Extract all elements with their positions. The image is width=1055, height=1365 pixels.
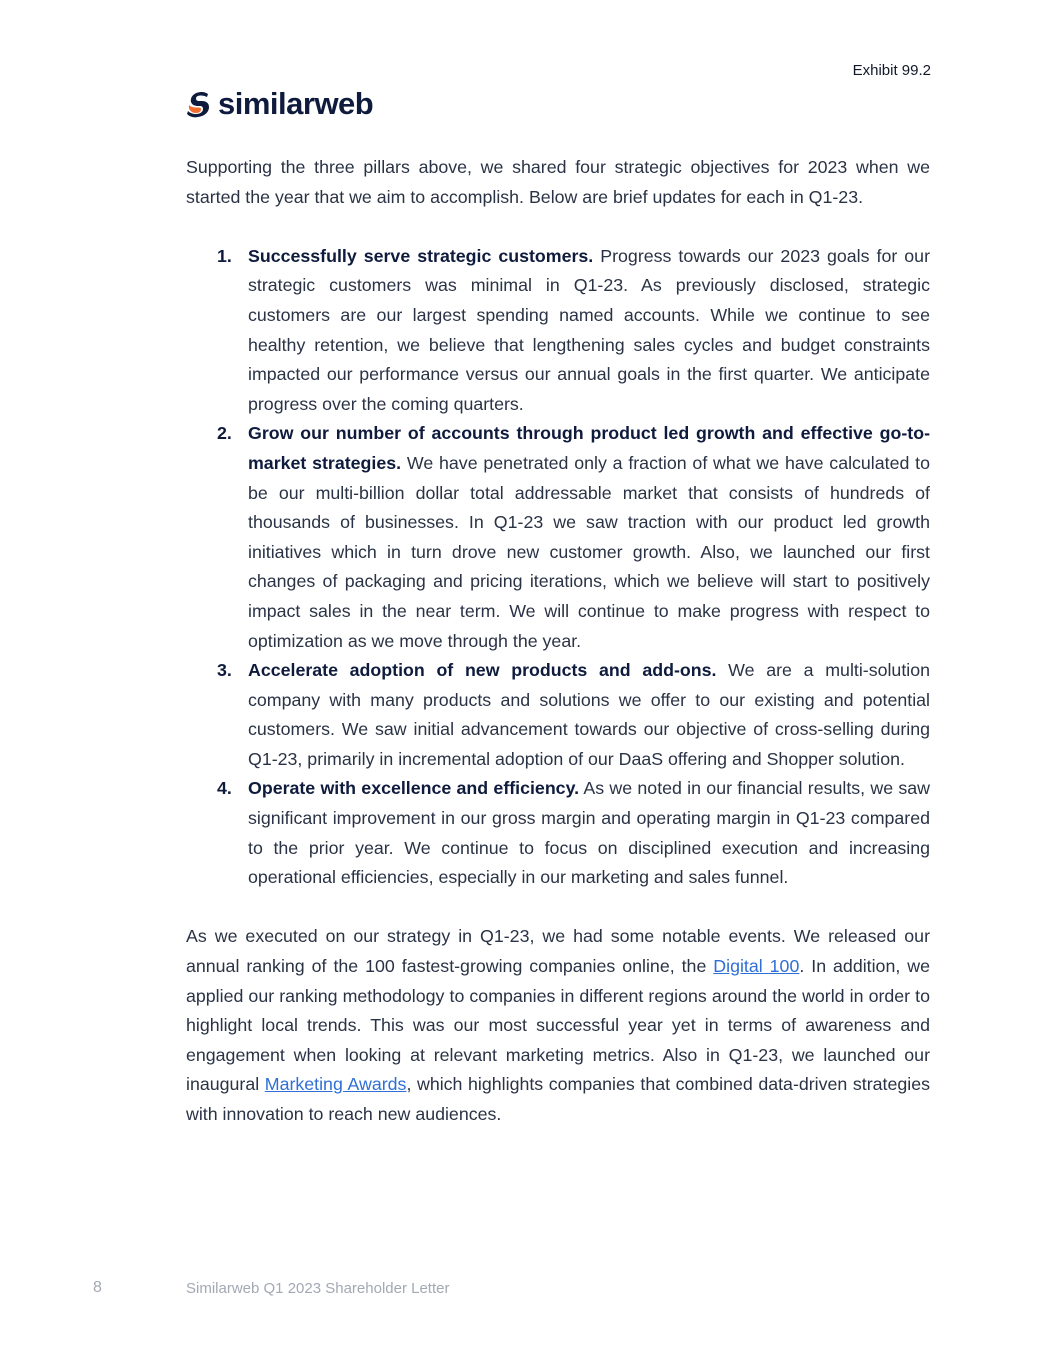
footer-doc-title: Similarweb Q1 2023 Shareholder Letter [186, 1280, 450, 1297]
objective-body: As we noted in our financial results, we saw significant improvement in our gross margin and operating margin in Q1-23 compared to the prior year. We continue to focus on disciplined execution and increasing operational efficiencies, especially in our marketing and sales funnel. [248, 778, 930, 888]
objective-number: 2. [217, 423, 232, 444]
objective-body: We are a multi-solution company with many products and solutions we offer to our existing and potential customers. We saw initial advancement towards our objective of cross-selling during Q1-23, primarily in incremental adoption of our DaaS offering and Shopper solution. [248, 660, 930, 769]
objective-lead: Accelerate adoption of new products and add-ons. [248, 660, 717, 681]
objective-number: 1. [217, 245, 232, 266]
intro-paragraph: Supporting the three pillars above, we shared four strategic objectives for 2023 when we started the year that we aim to accomplish. Below are brief updates for each in Q1-23. [186, 157, 930, 207]
page-number: 8 [93, 1279, 102, 1296]
digital-100-link[interactable]: Digital 100 [713, 956, 800, 977]
marketing-awards-link[interactable]: Marketing Awards [264, 1074, 407, 1095]
closing-text-3: , which highlights companies that combined data-driven strategies with innovation to reach new audiences. [186, 1074, 930, 1124]
letter-body [186, 153, 930, 1130]
objective-number: 3. [217, 660, 232, 681]
logo-wordmark: similarweb [218, 86, 374, 121]
objective-lead: Successfully serve strategic customers. [248, 245, 594, 266]
objective-item [217, 419, 930, 656]
objective-body: We have penetrated only a fraction of what we have calculated to be our multi-billion dollar total addressable market that consists of hundreds of thousands of businesses. In Q1-23 we saw traction with our product led growth initiatives which in turn drove new customer growth. Also, we launched our first changes of packaging and pricing iterations, which we believe will start to positively impact sales in the near term. We will continue to make progress with respect to optimization as we move through the year. [248, 452, 930, 651]
objective-item [217, 656, 930, 774]
closing-paragraph [186, 922, 930, 1129]
objective-number: 4. [217, 778, 232, 799]
objective-lead: Operate with excellence and efficiency. [248, 778, 580, 799]
objective-item [217, 242, 930, 420]
closing-text-2: . In addition, we applied our ranking methodology to companies in different regions around the world in order to highlight local trends. This was our most successful year yet in terms of awareness and engagement when looking at relevant marketing metrics. Also in Q1-23, we launched our inaugural [186, 956, 930, 1095]
objectives-list [186, 242, 930, 893]
objective-item [217, 774, 930, 892]
exhibit-label: Exhibit 99.2 [852, 62, 931, 79]
similarweb-logo-icon [186, 89, 212, 119]
similarweb-logo [186, 86, 373, 122]
objective-body: Progress towards our 2023 goals for our strategic customers was minimal in Q1-23. As previously disclosed, strategic customers are our largest spending named accounts. While we continue to see healthy retention, we believe that lengthening sales cycles and budget constraints impacted our performance versus our annual goals in the first quarter. We anticipate progress over the coming quarters. [248, 245, 930, 414]
objective-lead: Grow our number of accounts through product led growth and effective go-to-market strategies. [248, 423, 930, 473]
closing-text-1: As we executed on our strategy in Q1-23, we had some notable events. We released our annual ranking of the 100 fastest-growing companies online, the [186, 926, 930, 977]
